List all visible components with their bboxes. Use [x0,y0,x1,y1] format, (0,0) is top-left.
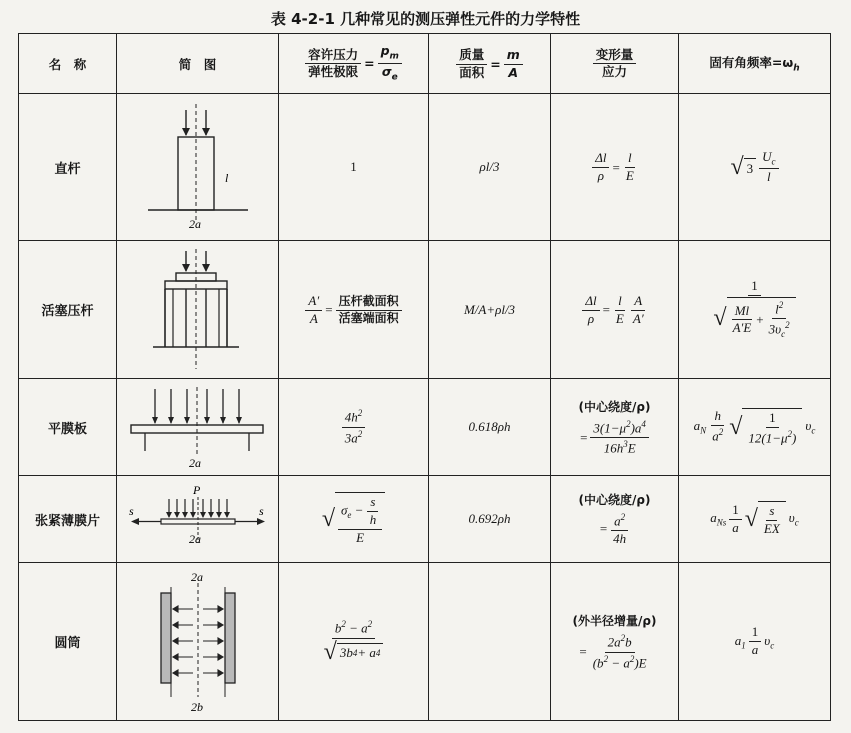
header-diagram: 简 图 [117,34,279,94]
header-row [19,34,831,94]
header-pressure-den: 弹性极限 [308,64,359,79]
freq-tensioned-membrane: $a_{Ns}$ $\frac{1}{a}$ √ $\frac{s}{EX}$ $\upsilon_c$ [679,476,831,563]
piston-rod-diagram [143,247,253,372]
header-pressure-num: 容许压力 [305,48,361,64]
svg-text:l: l [224,171,228,185]
header-name: 名 称 [19,34,117,94]
deform-piston-rod: $\frac{\Delta l}{\rho}$ = $\frac{l}{E}$ $\frac{A}{A'}$ [551,241,679,379]
table-row [19,563,831,721]
ratio-piston-den-words: 活塞端面积 [338,310,399,325]
svg-text:s: s [128,504,134,518]
svg-text:2b: 2b [190,700,203,714]
svg-text:2a: 2a [190,570,203,584]
header-frequency-label: 固有角频率=ω [709,55,794,71]
ratio-tensioned-membrane: √ $\sigma_e$ − $\frac{s}{h}$ E [279,476,429,563]
mass-straight-rod: ρl/3 [429,94,551,241]
tensioned-membrane-diagram [123,483,273,555]
diagram-piston-rod [117,241,279,379]
freq-flat-diaphragm: $a_N$ $\frac{h}{a^2}$ √ $\frac{1}{12(1-\mu^2)}$ $\upsilon_c$ [679,379,831,476]
freq-straight-rod: √ 3 $\frac{U_c}{l}$ [679,94,831,241]
deform-straight-rod: $\frac{\Delta l}{\rho}$ = $\frac{l}{E}$ [551,94,679,241]
freq-cylinder: $a_1$ $\frac{1}{a}$ $\upsilon_c$ [679,563,831,721]
svg-text:2a: 2a [188,532,201,546]
header-deform-den: 应力 [601,64,627,79]
row-name-straight-rod: 直杆 [19,94,117,241]
ratio-straight-rod: 1 [279,94,429,241]
svg-text:s: s [258,504,264,518]
header-mass-den: 面积 [459,64,485,80]
mass-flat-diaphragm: 0.618ρh [429,379,551,476]
header-deform-ratio [551,34,679,94]
cylinder-diagram [143,569,253,714]
deform-note-flat: (中心绕度/ρ) [578,399,651,414]
svg-text:2a: 2a [188,217,201,231]
deform-note-membrane: (中心绕度/ρ) [578,492,651,507]
mass-tensioned-membrane: 0.692ρh [429,476,551,563]
deform-flat-diaphragm: (中心绕度/ρ) = $\frac{3(1-\mu^2)a^4}{16h^3E}$ [551,379,679,476]
mass-cylinder [429,563,551,721]
straight-rod-diagram [143,102,253,232]
deform-note-cylinder: (外半径增量/ρ) [572,614,657,629]
diagram-flat-diaphragm [117,379,279,476]
table-row [19,379,831,476]
header-pressure-ratio: $\frac{\text{容许压力}}{\text{弹性极限}}$ = $\frac{p_m}{\sigma_e}$ [279,34,429,94]
table-row [19,241,831,379]
table-row [19,94,831,241]
table-row [19,476,831,563]
header-mass-ratio: $\frac{\text{质量}}{\text{面积}}$ = $\frac{m}{A}$ [429,34,551,94]
ratio-flat-diaphragm: $\frac{4h^2}{3a^2}$ [279,379,429,476]
row-name-cylinder: 圆筒 [19,563,117,721]
row-name-flat-diaphragm: 平膜板 [19,379,117,476]
mass-piston-rod: M/A+ρl/3 [429,241,551,379]
ratio-cylinder: $b^2 - a^2$ √ 3b 4 + a 4 [279,563,429,721]
elastic-elements-table [18,33,831,721]
flat-diaphragm-diagram [125,385,270,470]
ratio-piston-rod: $\frac{A'}{A}$ = $\frac{\text{压杆截面积}}{\text{活塞端面积}}$ [279,241,429,379]
row-name-tensioned-membrane: 张紧薄膜片 [19,476,117,563]
deform-cylinder: (外半径增量/ρ) = $\frac{2a^2b}{(b^2 - a^2)E}$ [551,563,679,721]
ratio-piston-num-words: 压杆截面积 [336,295,402,311]
diagram-cylinder [117,563,279,721]
svg-text:2a: 2a [189,455,201,470]
header-frequency [679,34,831,94]
row-name-piston-rod: 活塞压杆 [19,241,117,379]
deform-tensioned-membrane: (中心绕度/ρ) = $\frac{a^2}{4h}$ [551,476,679,563]
header-frequency-sub: h [793,63,800,74]
header-mass-num: 质量 [456,48,487,64]
diagram-straight-rod [117,94,279,241]
svg-text:P: P [192,483,200,497]
diagram-tensioned-membrane [117,476,279,563]
header-deform-num: 变形量 [593,48,637,64]
table-caption: 表 4-2-1 几种常见的测压弹性元件的力学特性 [270,10,581,28]
freq-piston-rod: 1 √ $\frac{Ml}{A'E}$ + $\frac{l^2}{3\upsilon_c^2}$ [679,241,831,379]
